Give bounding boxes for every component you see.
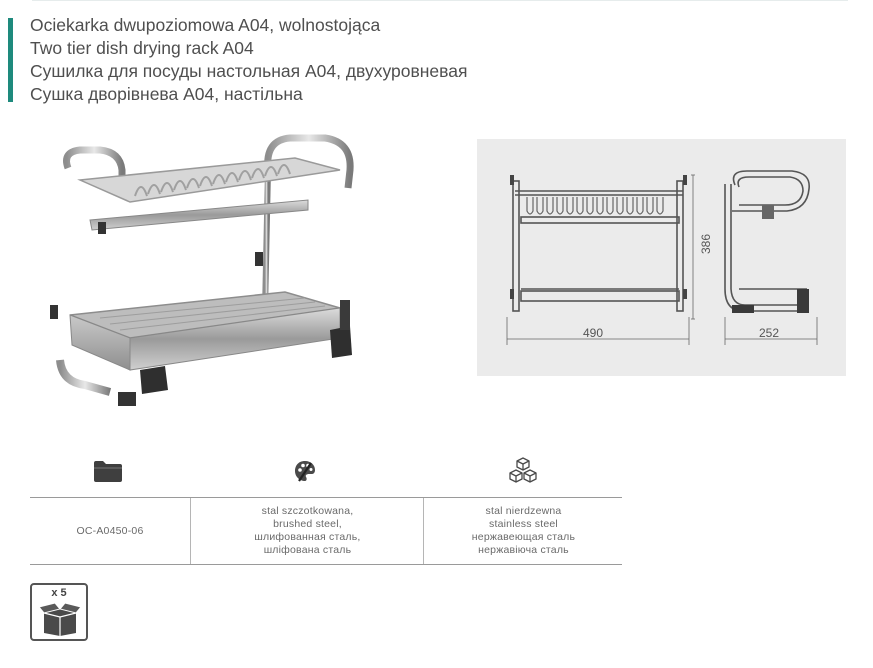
package-quantity-label: x 5 [51,587,67,599]
finish-line: шліфована сталь [263,544,352,556]
spec-table [30,497,622,565]
product-titles [30,14,467,106]
material-line: нержавеющая сталь [471,531,576,543]
spec-code-cell [30,498,190,564]
material-line: stainless steel [489,518,558,530]
finish-line: шлифованная сталь, [254,531,361,543]
package-quantity [30,583,88,641]
accent-bar [8,18,13,102]
title-en: Two tier dish drying rack A04 [30,38,254,58]
finish-line: brushed steel, [273,518,342,530]
product-code: OC-A0450-06 [76,524,144,537]
palette-icon [293,459,317,483]
title-uk: Сушка дворівнева A04, настільна [30,84,303,104]
spec-finish-cell [190,498,424,564]
cubes-icon [508,457,538,485]
top-divider [32,0,848,1]
finish-line: stal szczotkowana, [261,505,354,517]
dimension-width: 490 [583,326,604,340]
title-pl: Ociekarka dwupoziomowa A04, wolnostojąca [30,15,381,35]
spec-material-cell [423,498,623,564]
product-photo [40,130,370,420]
folder-icon [93,459,123,483]
title-ru: Сушилка для посуды настольная A04, двухуровневая [30,61,468,81]
dimension-depth: 252 [759,326,780,340]
material-line: stal nierdzewna [485,505,562,517]
technical-drawing [477,139,846,376]
material-line: нержавіюча сталь [478,544,569,556]
dimension-height: 386 [699,233,713,254]
box-icon [38,601,82,637]
